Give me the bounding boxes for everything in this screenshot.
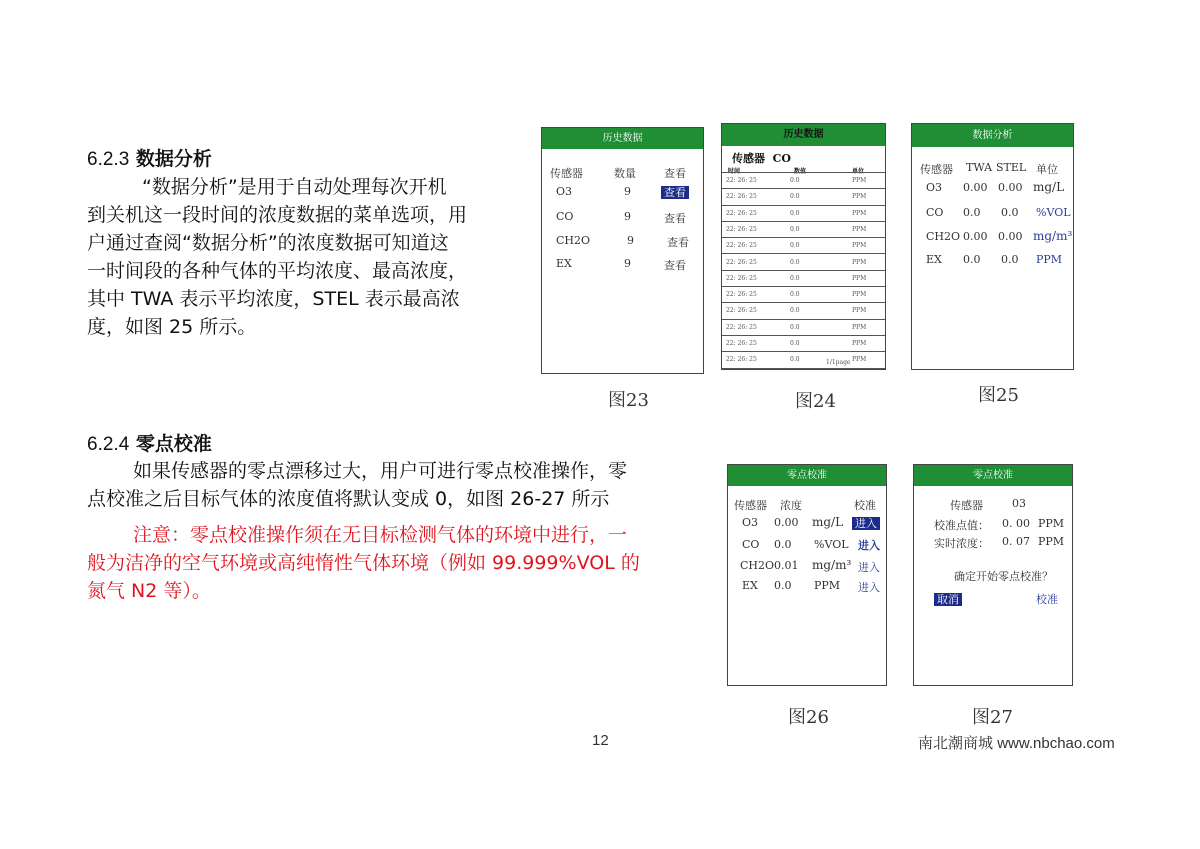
figure-23-history-screen (541, 127, 704, 374)
row-twa: 0.0 (963, 206, 981, 219)
view-button-o3[interactable]: 查看 (661, 184, 689, 200)
realtime-value: 0. 07 (1002, 535, 1030, 548)
screen-title: 零点校准 (728, 465, 886, 486)
row-stel: 0.0 (1001, 206, 1019, 219)
zero-point-unit: PPM (1038, 517, 1065, 530)
footer-url[interactable]: www.nbchao.com (997, 735, 1115, 752)
row-sensor: CO (926, 206, 944, 219)
cell-unit: PPM (852, 225, 867, 233)
table-row (722, 302, 885, 319)
cell-time: 22: 26: 25 (726, 193, 757, 201)
cell-value: 0.0 (790, 274, 800, 282)
enter-button-co[interactable]: 进入 (858, 539, 880, 552)
paragraph-note: 注意：零点校准操作须在无目标检测气体的环境中进行，一 般为洁净的空气环境或高纯惰性气体环境（例如 99.999%VOL 的 氮气 N2 等）。 (87, 524, 640, 602)
heading-6-2-3: 6.2.3 数据分析 (87, 148, 212, 170)
row-unit: %VOL (814, 538, 849, 551)
cell-time: 22: 26: 25 (726, 340, 757, 347)
row-count: 9 (624, 257, 631, 270)
cell-value: 0.0 (790, 258, 800, 266)
row-value: 0.01 (774, 559, 799, 572)
row-unit: PPM (1036, 253, 1063, 266)
realtime-label: 实时浓度： (934, 537, 989, 550)
row-count: 9 (624, 210, 631, 223)
row-sensor: CO (742, 538, 760, 551)
cell-unit: PPM (852, 307, 867, 315)
row-value: 0.00 (774, 516, 799, 529)
row-unit: mg/L (1033, 180, 1065, 194)
row-twa: 0.0 (963, 253, 981, 266)
table-row (722, 221, 885, 238)
row-sensor: O3 (742, 516, 759, 529)
col-unit: 单位 (852, 168, 865, 175)
cell-value: 0.0 (790, 307, 800, 315)
row-twa: 0.00 (963, 230, 988, 243)
calibrate-button[interactable]: 校准 (1036, 593, 1058, 606)
cell-unit: PPM (852, 291, 867, 299)
header-calibrate: 校准 (854, 499, 876, 512)
figure-27-caption: 图27 (972, 707, 1013, 728)
row-sensor: EX (742, 579, 758, 592)
row-sensor: CH2O (556, 234, 591, 247)
row-sensor: CH2O (926, 230, 961, 243)
row-stel: 0.00 (998, 230, 1023, 243)
table-row (722, 188, 885, 205)
cell-time: 22: 26: 25 (726, 242, 757, 250)
realtime-unit: PPM (1038, 535, 1065, 548)
row-unit: mg/m³ (812, 558, 852, 572)
figure-24-caption: 图24 (795, 391, 836, 412)
cell-time: 22: 26: 25 (726, 291, 757, 299)
view-button-ch2o[interactable]: 查看 (667, 236, 689, 249)
paragraph-zero-calibration: 如果传感器的零点漂移过大，用户可进行零点校准操作，零 点校准之后目标气体的浓度值将默认变成 0，如图 26-27 所示 (87, 460, 628, 510)
table-header-row (722, 156, 885, 173)
header-unit: 单位 (1036, 163, 1058, 176)
screen-title: 历史数据 (722, 124, 885, 146)
header-twa: TWA (966, 161, 993, 174)
cell-unit: PPM (852, 177, 867, 184)
cell-unit: PPM (852, 209, 867, 217)
heading-6-2-4: 6.2.4 零点校准 (87, 433, 212, 455)
header-sensor: 传感器 (920, 163, 953, 176)
enter-button-ex[interactable]: 进入 (858, 581, 880, 594)
zero-point-label: 校准点值： (934, 519, 989, 532)
sensor-value: 03 (1012, 497, 1026, 510)
screen-title: 零点校准 (914, 465, 1072, 486)
enter-button-ch2o[interactable]: 进入 (858, 561, 880, 574)
footer-brand: 南北潮商城 www.nbchao.com (918, 735, 1115, 752)
table-row (722, 270, 885, 287)
header-stel: STEL (996, 161, 1027, 174)
figure-26-caption: 图26 (788, 707, 829, 728)
cell-value: 0.0 (790, 291, 800, 299)
figure-27-zero-calibration-confirm-screen (913, 464, 1073, 686)
cell-time: 22: 26: 25 (726, 307, 757, 315)
row-stel: 0.0 (1001, 253, 1019, 266)
pagination[interactable]: 1/1page (826, 359, 851, 366)
cell-unit: PPM (852, 193, 867, 201)
row-value: 0.0 (774, 579, 792, 592)
row-stel: 0.00 (998, 181, 1023, 194)
figure-25-caption: 图25 (978, 385, 1019, 406)
row-sensor: EX (926, 253, 942, 266)
view-button-co[interactable]: 查看 (664, 212, 686, 225)
cell-time: 22: 26: 25 (726, 177, 757, 184)
row-unit: mg/m³ (1033, 229, 1073, 243)
cell-unit: PPM (852, 323, 867, 331)
table-row (722, 319, 885, 336)
cell-value: 0.0 (790, 193, 800, 201)
table-row (722, 335, 885, 352)
cell-value: 0.0 (790, 177, 800, 184)
row-sensor: O3 (926, 181, 943, 194)
figure-25-data-analysis-screen (911, 123, 1074, 370)
table-row (722, 254, 885, 271)
cancel-button[interactable]: 取消 (934, 591, 962, 607)
header-count: 数量 (614, 167, 636, 180)
screen-title: 数据分析 (912, 124, 1073, 147)
zero-point-value: 0. 00 (1002, 517, 1030, 530)
cell-time: 22: 26: 25 (726, 258, 757, 266)
cell-time: 22: 26: 25 (726, 209, 757, 217)
cell-value: 0.0 (790, 209, 800, 217)
row-twa: 0.00 (963, 181, 988, 194)
table-row (722, 172, 885, 189)
row-unit: %VOL (1036, 206, 1071, 219)
table-row (722, 351, 885, 368)
cell-time: 22: 26: 25 (726, 323, 757, 331)
figure-24-history-detail-screen (721, 123, 886, 370)
cell-value: 0.0 (790, 225, 800, 233)
paragraph-data-analysis: “数据分析”是用于自动处理每次开机 到关机这一段时间的浓度数据的菜单选项，用 户通过查阅“数据分析”的浓度数据可知道这 一时间段的各种气体的平均浓度、最高浓度， 其中 TWA 表示平均浓度，STEL 表示最高浓 度，如图 25 所示。 (87, 176, 468, 338)
figure-26-zero-calibration-list-screen (727, 464, 887, 686)
sensor-label: 传感器 (950, 499, 983, 512)
header-sensor: 传感器 (550, 167, 583, 180)
table-row (722, 205, 885, 222)
row-sensor: O3 (556, 185, 573, 198)
row-unit: PPM (814, 579, 841, 592)
cell-value: 0.0 (790, 323, 800, 331)
cell-value: 0.0 (790, 340, 800, 347)
row-sensor: CH2O (740, 559, 775, 572)
enter-button-o3[interactable]: 进入 (852, 515, 880, 531)
cell-unit: PPM (852, 258, 867, 266)
cell-time: 22: 26: 25 (726, 274, 757, 282)
cell-unit: PPM (852, 356, 867, 364)
cell-unit: PPM (852, 242, 867, 250)
row-value: 0.0 (774, 538, 792, 551)
cell-unit: PPM (852, 340, 867, 347)
col-value: 数值 (794, 168, 807, 175)
table-row (722, 237, 885, 254)
row-unit: mg/L (812, 515, 844, 529)
figure-23-caption: 图23 (608, 390, 649, 411)
header-sensor: 传感器 (734, 499, 767, 512)
cell-value: 0.0 (790, 242, 800, 250)
row-count: 9 (624, 185, 631, 198)
header-view: 查看 (664, 167, 686, 180)
row-sensor: EX (556, 257, 572, 270)
cell-time: 22: 26: 25 (726, 225, 757, 233)
col-time: 时间 (728, 168, 741, 175)
screen-title: 历史数据 (542, 128, 703, 149)
row-count: 9 (627, 234, 634, 247)
cell-time: 22: 26: 25 (726, 356, 757, 364)
confirm-prompt: 确定开始零点校准？ (954, 570, 1053, 583)
page-number: 12 (592, 732, 609, 749)
sensor-label: 传感器 CO (732, 152, 792, 165)
table-row (722, 286, 885, 303)
cell-value: 0.0 (790, 356, 800, 364)
view-button-ex[interactable]: 查看 (664, 259, 686, 272)
row-sensor: CO (556, 210, 574, 223)
cell-unit: PPM (852, 274, 867, 282)
header-concentration: 浓度 (780, 499, 802, 512)
